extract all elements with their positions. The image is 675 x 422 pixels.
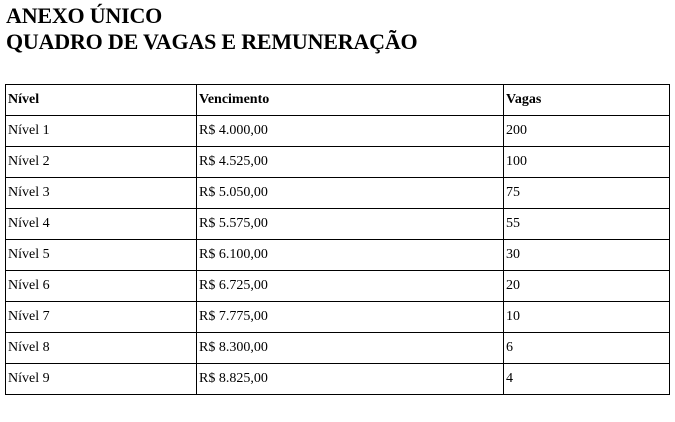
cell-vagas: 55 — [504, 209, 670, 240]
cell-vagas: 6 — [504, 333, 670, 364]
title-line-subtitle: QUADRO DE VAGAS E REMUNERAÇÃO — [6, 29, 418, 54]
header-vagas: Vagas — [504, 85, 670, 116]
table-row — [6, 364, 670, 395]
table-row — [6, 116, 670, 147]
cell-vagas: 4 — [504, 364, 670, 395]
cell-vagas: 30 — [504, 240, 670, 271]
table-row — [6, 178, 670, 209]
table-row — [6, 271, 670, 302]
table-row — [6, 147, 670, 178]
cell-vencimento: R$ 6.100,00 — [197, 240, 504, 271]
cell-nivel: Nível 1 — [6, 116, 197, 147]
cell-vagas: 200 — [504, 116, 670, 147]
cell-nivel: Nível 6 — [6, 271, 197, 302]
cell-vagas: 10 — [504, 302, 670, 333]
header-nivel: Nível — [6, 85, 197, 116]
cell-vencimento: R$ 8.825,00 — [197, 364, 504, 395]
cell-nivel: Nível 4 — [6, 209, 197, 240]
table-row — [6, 209, 670, 240]
cell-vencimento: R$ 5.050,00 — [197, 178, 504, 209]
cell-vencimento: R$ 5.575,00 — [197, 209, 504, 240]
cell-vagas: 100 — [504, 147, 670, 178]
header-vencimento: Vencimento — [197, 85, 504, 116]
cell-vencimento: R$ 4.000,00 — [197, 116, 504, 147]
cell-vagas: 75 — [504, 178, 670, 209]
cell-nivel: Nível 7 — [6, 302, 197, 333]
cell-nivel: Nível 3 — [6, 178, 197, 209]
cell-nivel: Nível 9 — [6, 364, 197, 395]
title-line-annex: ANEXO ÚNICO — [6, 3, 163, 28]
cell-vencimento: R$ 6.725,00 — [197, 271, 504, 302]
vacancies-salary-table — [5, 84, 670, 395]
cell-nivel: Nível 8 — [6, 333, 197, 364]
cell-vencimento: R$ 8.300,00 — [197, 333, 504, 364]
cell-vagas: 20 — [504, 271, 670, 302]
cell-nivel: Nível 5 — [6, 240, 197, 271]
table-row — [6, 302, 670, 333]
table-row — [6, 333, 670, 364]
table-header-row — [6, 85, 670, 116]
cell-vencimento: R$ 4.525,00 — [197, 147, 504, 178]
cell-vencimento: R$ 7.775,00 — [197, 302, 504, 333]
table-row — [6, 240, 670, 271]
document-title — [6, 3, 417, 55]
cell-nivel: Nível 2 — [6, 147, 197, 178]
